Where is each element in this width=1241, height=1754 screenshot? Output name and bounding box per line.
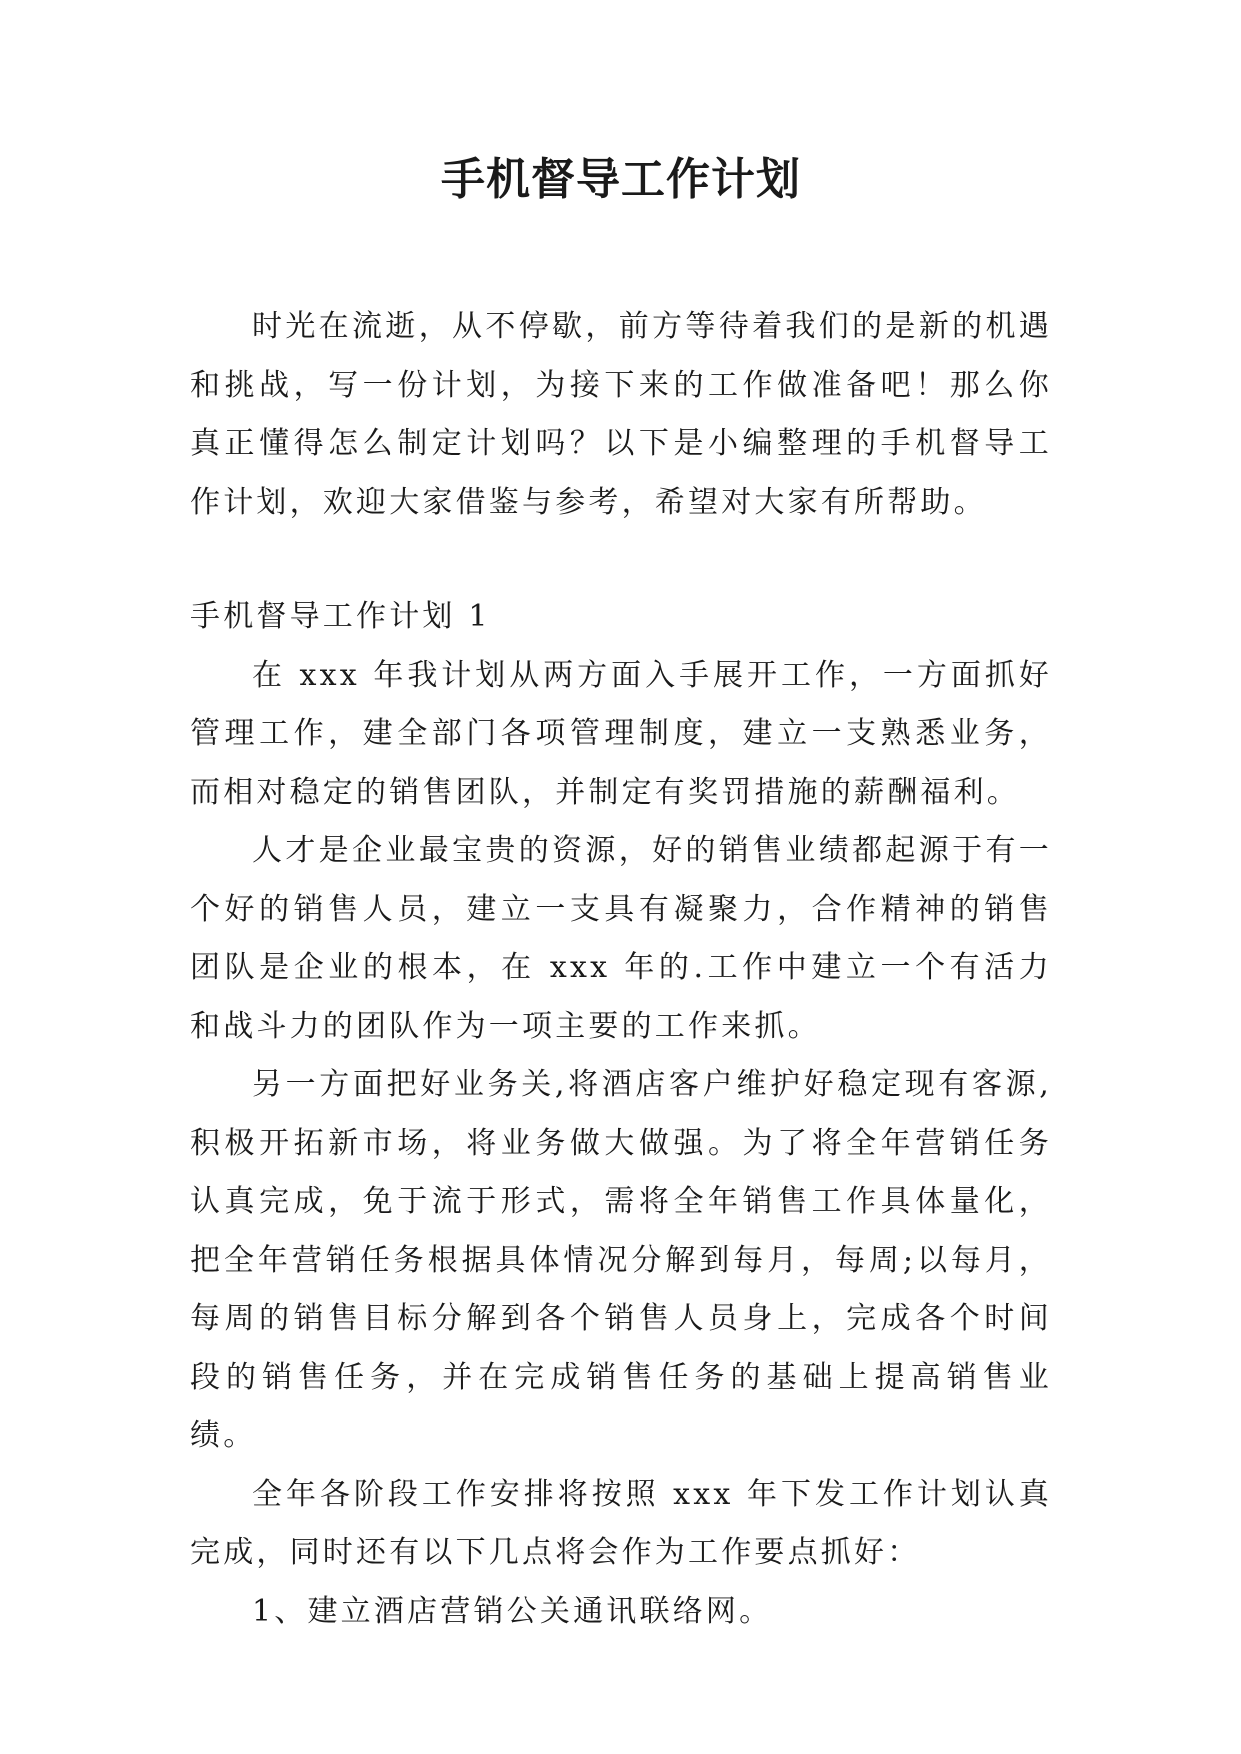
intro-paragraph: 时光在流逝，从不停歇，前方等待着我们的是新的机遇和挑战，写一份计划，为接下来的工作做准备吧！那么你真正懂得怎么制定计划吗？以下是小编整理的手机督导工作计划，欢迎大家借鉴与参考，希望对大家有所帮助。 [190,309,1052,520]
document-title: 手机督导工作计划 [441,154,801,205]
document-page [190,150,1052,1641]
body-paragraph-2: 人才是企业最宝贵的资源，好的销售业绩都起源于有一个好的销售人员，建立一支具有凝聚力，合作精神的销售团队是企业的根本，在 xxx 年的.工作中建立一个有活力和战斗力的团队作为一项主要的工作来抓。 [190,833,1052,1044]
body-paragraph-1: 在 xxx 年我计划从两方面入手展开工作，一方面抓好管理工作，建全部门各项管理制度，建立一支熟悉业务，而相对稳定的销售团队，并制定有奖罚措施的薪酬福利。 [190,657,1052,810]
list-item-1: 1、建立酒店营销公关通讯联络网。 [252,1593,773,1629]
section-heading: 手机督导工作计划 1 [190,599,491,634]
body-paragraph-3: 另一方面把好业务关,将酒店客户维护好稳定现有客源,积极开拓新市场，将业务做大做强。为了将全年营销任务认真完成，免于流于形式，需将全年销售工作具体量化，把全年营销任务根据具体情况分解到每月，每周;以每月，每周的销售目标分解到各个销售人员身上，完成各个时间段的销售任务，并在完成销售任务的基础上提高销售业绩。 [190,1067,1052,1453]
body-paragraph-4: 全年各阶段工作安排将按照 xxx 年下发工作计划认真完成，同时还有以下几点将会作为工作要点抓好： [190,1476,1052,1570]
